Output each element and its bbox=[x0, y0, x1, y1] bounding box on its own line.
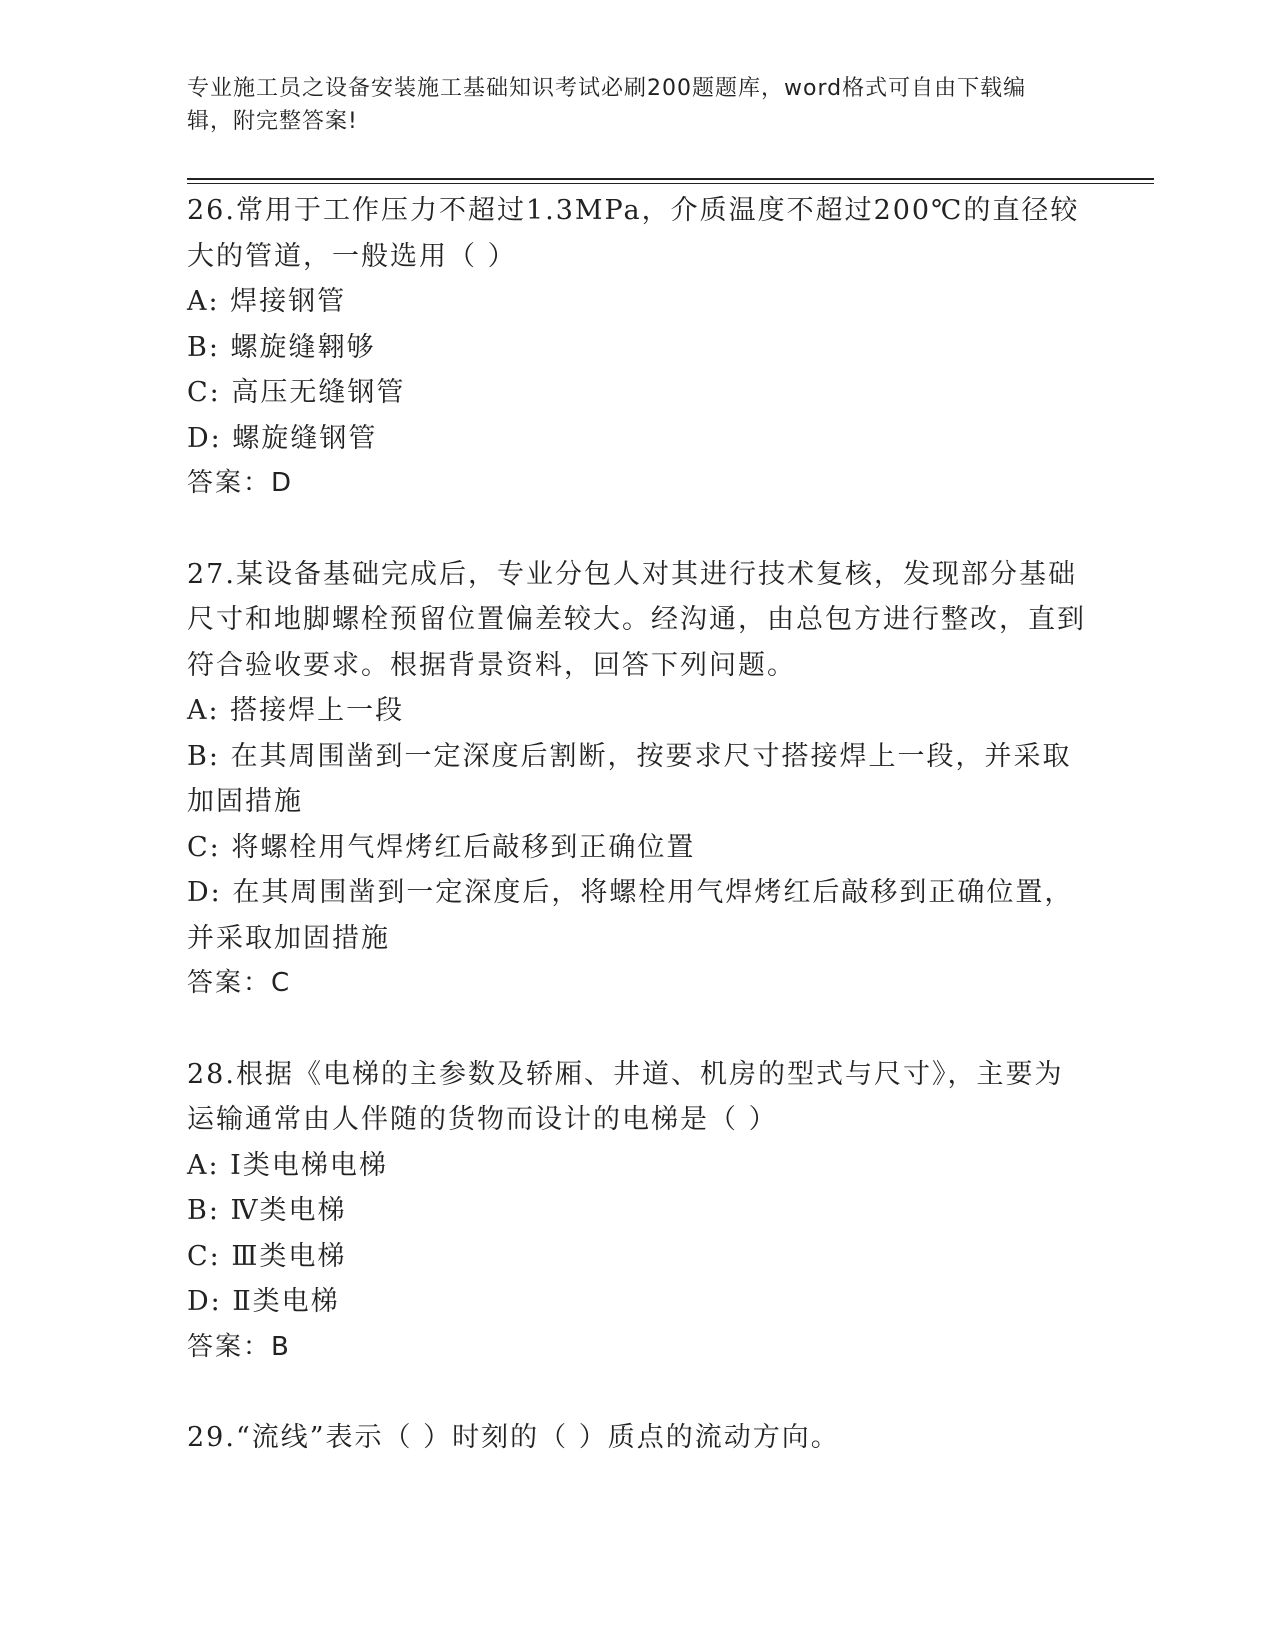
answer: 答案：B bbox=[187, 1331, 291, 1362]
question-list bbox=[187, 188, 1087, 1506]
option-b: B: Ⅳ类电梯 bbox=[187, 1195, 347, 1226]
question-26 bbox=[187, 188, 1087, 507]
question-28 bbox=[187, 1052, 1087, 1371]
option-c: C: 高压无缝钢管 bbox=[187, 377, 406, 408]
question-stem: 28.根据《电梯的主参数及轿厢、井道、机房的型式与尺寸》，主要为运输通常由人伴随的货物而设计的电梯是（ ） bbox=[187, 1058, 1064, 1135]
option-d: D: Ⅱ类电梯 bbox=[187, 1286, 340, 1317]
option-c: C: Ⅲ类电梯 bbox=[187, 1240, 347, 1272]
option-c: C: 将螺栓用气焊烤红后敲移到正确位置 bbox=[187, 831, 696, 863]
option-d: D: 在其周围凿到一定深度后，将螺栓用气焊烤红后敲移到正确位置，并采取加固措施 bbox=[187, 877, 1074, 954]
question-29 bbox=[187, 1415, 1087, 1461]
answer: 答案：D bbox=[187, 468, 294, 498]
option-b: B: 螺旋缝翱够 bbox=[187, 331, 376, 363]
question-27 bbox=[187, 552, 1087, 1007]
header-divider-thin bbox=[187, 183, 1154, 184]
header-divider bbox=[187, 178, 1154, 180]
question-stem: 29.“流线”表示（ ）时刻的（ ）质点的流动方向。 bbox=[187, 1422, 840, 1453]
option-a: A: 焊接钢管 bbox=[187, 286, 347, 317]
answer: 答案：C bbox=[187, 968, 292, 998]
question-stem: 26.常用于工作压力不超过1.3MPa，介质温度不超过200℃的直径较大的管道，一般选用（ ） bbox=[187, 195, 1080, 272]
question-stem: 27.某设备基础完成后，专业分包人对其进行技术复核，发现部分基础尺寸和地脚螺栓预留位置偏差较大。经沟通，由总包方进行整改，直到符合验收要求。根据背景资料，回答下列问题。 bbox=[187, 558, 1086, 681]
option-a: A: Ⅰ类电梯电梯 bbox=[187, 1149, 388, 1181]
option-b: B: 在其周围凿到一定深度后割断，按要求尺寸搭接焊上一段，并采取加固措施 bbox=[187, 740, 1072, 817]
option-d: D: 螺旋缝钢管 bbox=[187, 422, 378, 454]
option-a: A: 搭接焊上一段 bbox=[187, 695, 405, 726]
document-header: 专业施工员之设备安装施工基础知识考试必刷200题题库，word格式可自由下载编辑，附完整答案! bbox=[187, 76, 1027, 134]
